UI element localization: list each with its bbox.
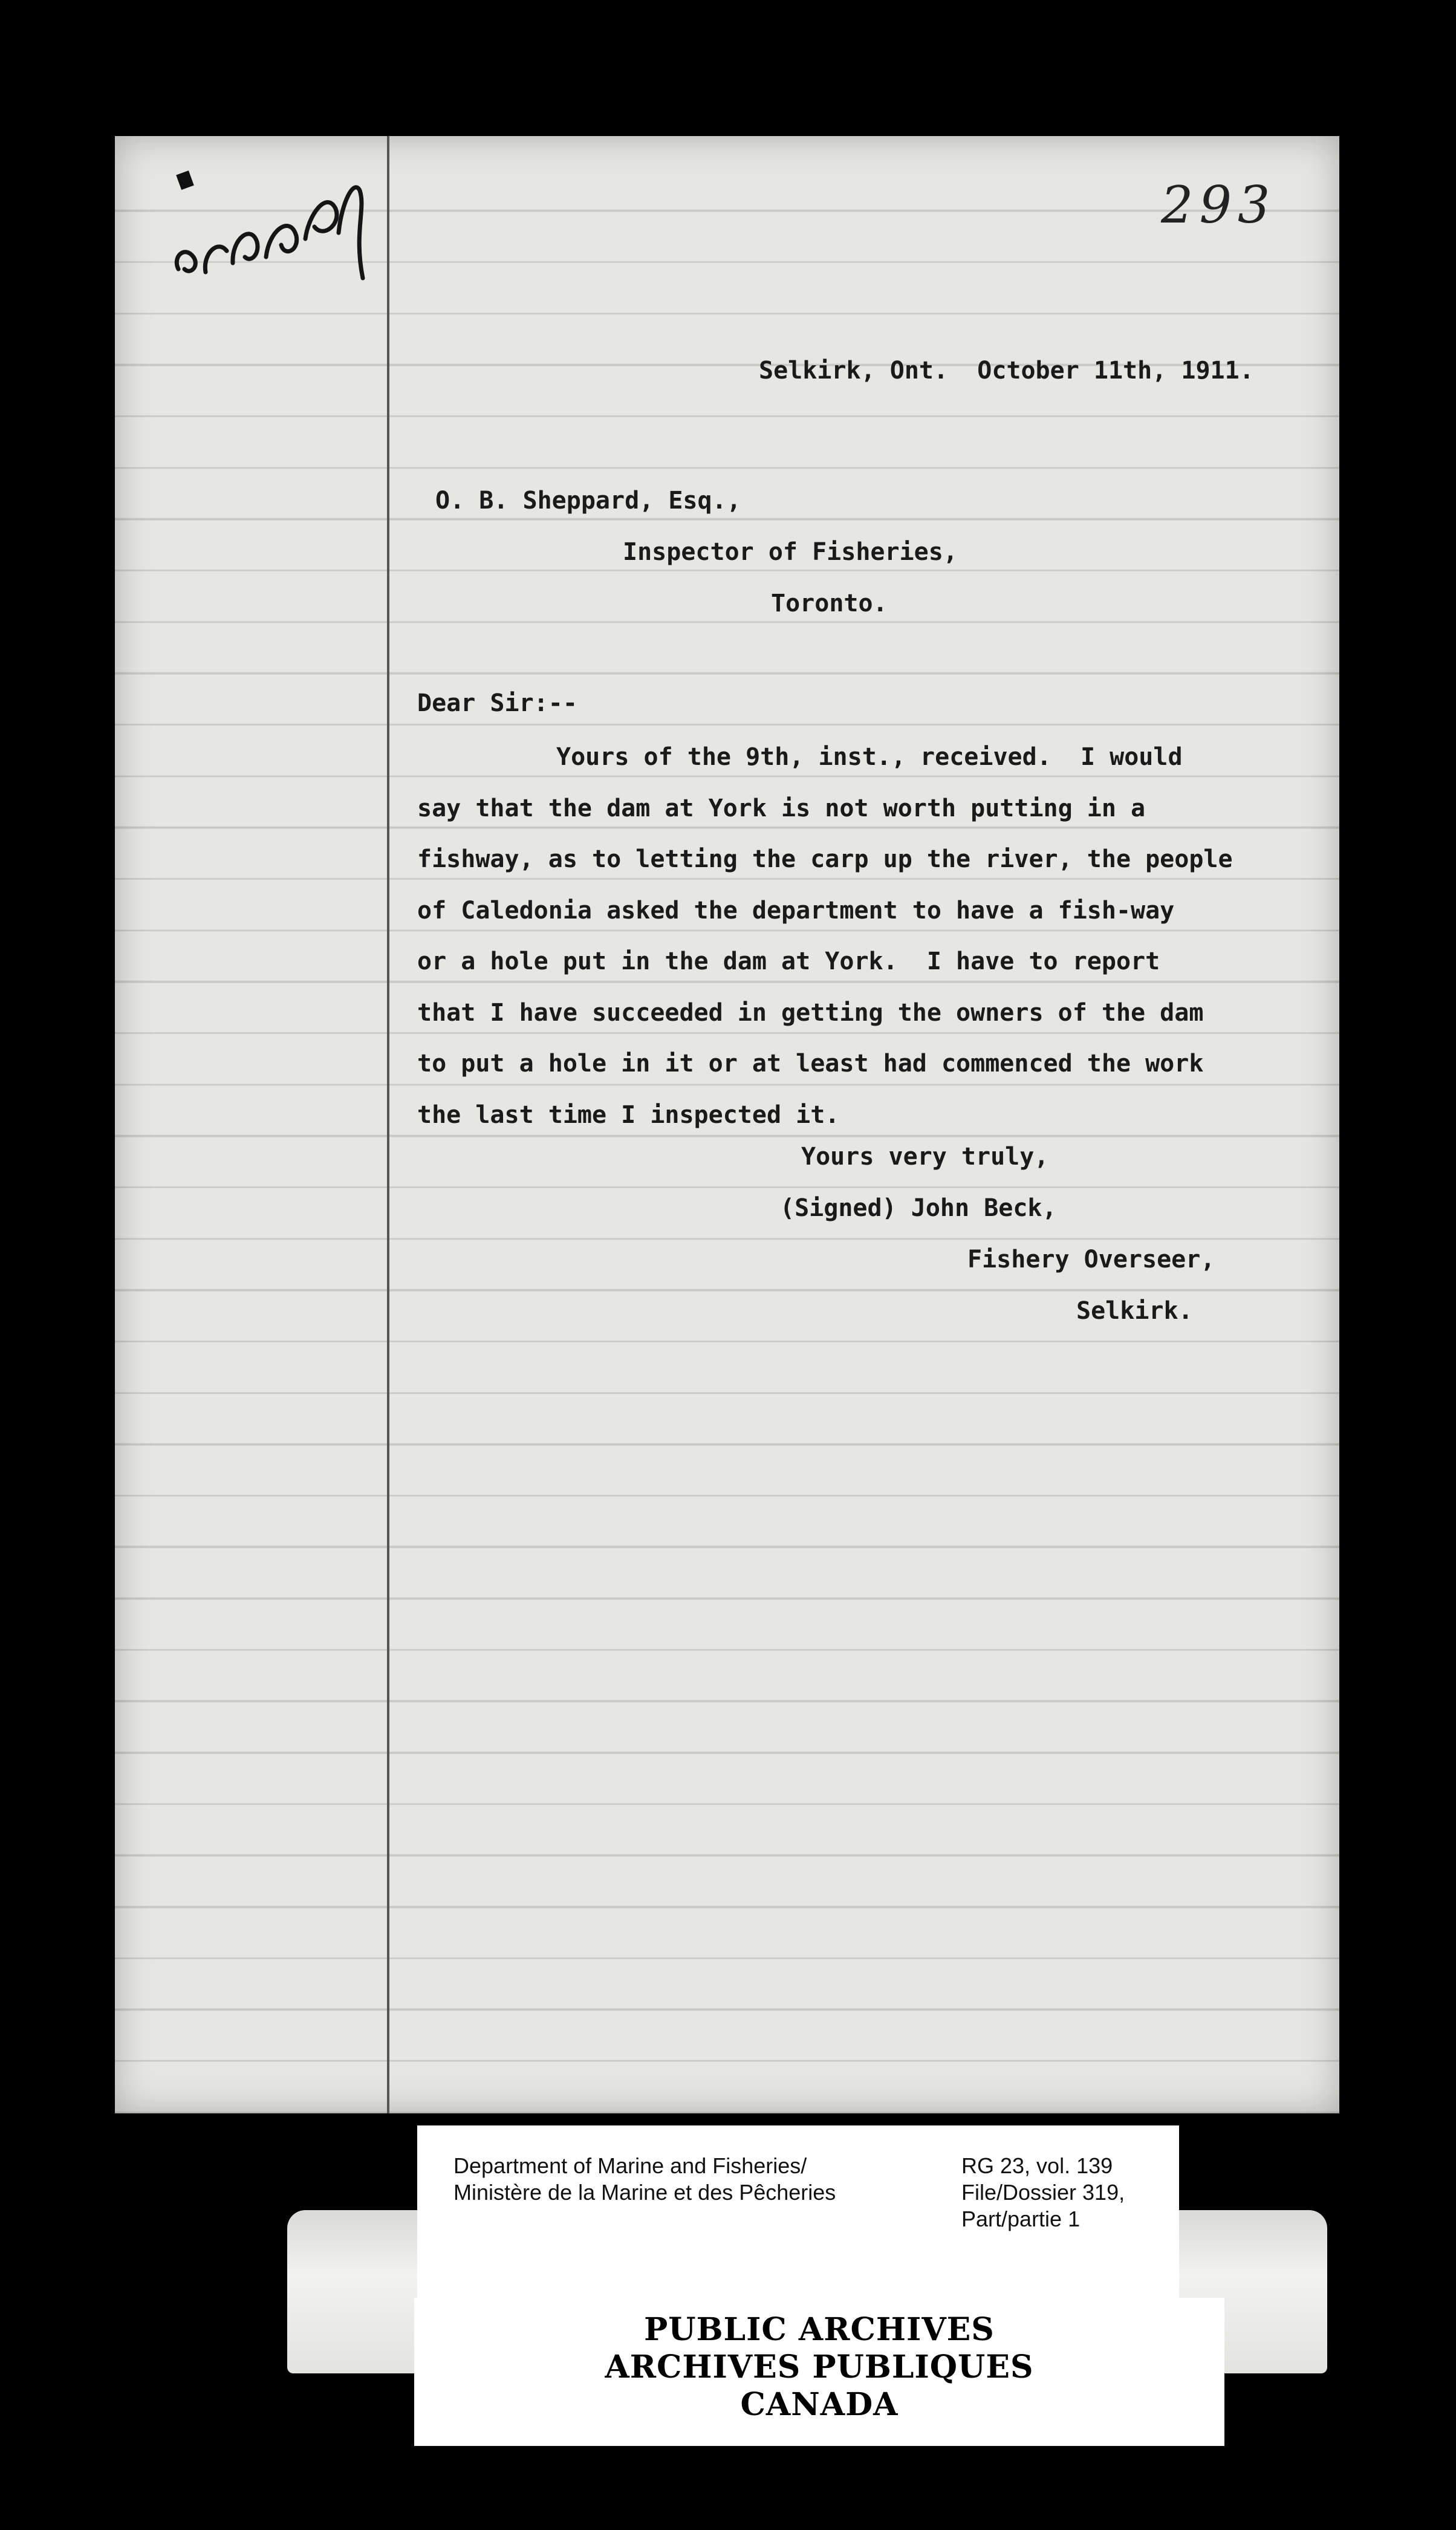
signature: (Signed) John Beck, [780, 1194, 1057, 1222]
recipient-name: O. B. Sheppard, Esq., [435, 487, 741, 515]
archive-department [453, 2153, 836, 2206]
signer-position: Fishery Overseer, [967, 1246, 1215, 1273]
margin-rule [387, 136, 389, 2113]
stamp-line-country: CANADA [740, 2386, 899, 2423]
stamp-line-en: PUBLIC ARCHIVES [644, 2311, 995, 2348]
letter-body [417, 732, 1409, 1140]
recipient-title: Inspector of Fisheries, [623, 538, 958, 566]
page-number: 293 [1161, 175, 1276, 235]
body-line: of Caledonia asked the department to have a fish-way [417, 896, 1175, 925]
body-line: that I have succeeded in getting the owners of the dam [417, 998, 1204, 1027]
archive-stamp [414, 2298, 1224, 2446]
dateline: Selkirk, Ont. October 11th, 1911. [759, 357, 1254, 385]
reference-part: Part/partie 1 [961, 2206, 1081, 2231]
body-line: the last time I inspected it. [417, 1101, 840, 1129]
archive-label [417, 2125, 1179, 2301]
recipient-city: Toronto. [771, 590, 888, 617]
signer-place: Selkirk. [1076, 1297, 1193, 1325]
handwritten-note-original [160, 166, 414, 287]
archive-reference [961, 2153, 1125, 2232]
reference-file: File/Dossier 319, [961, 2180, 1125, 2205]
body-line: fishway, as to letting the carp up the river, the people [417, 845, 1233, 873]
valediction: Yours very truly, [801, 1143, 1049, 1171]
body-line: or a hole put in the dam at York. I have to report [417, 948, 1160, 975]
department-en: Department of Marine and Fisheries/ [453, 2153, 807, 2178]
department-fr: Ministère de la Marine et des Pêcheries [453, 2180, 836, 2205]
body-line: say that the dam at York is not worth putting in a [417, 794, 1146, 822]
stamp-line-fr: ARCHIVES PUBLIQUES [605, 2349, 1034, 2385]
body-line: Yours of the 9th, inst., received. I would [556, 743, 1183, 771]
salutation: Dear Sir:-- [417, 689, 577, 717]
letter-page [115, 136, 1339, 2113]
archive-stamp-text [414, 2311, 1224, 2424]
body-line: to put a hole in it or at least had commenced the work [417, 1050, 1204, 1078]
reference-volume: RG 23, vol. 139 [961, 2153, 1113, 2178]
